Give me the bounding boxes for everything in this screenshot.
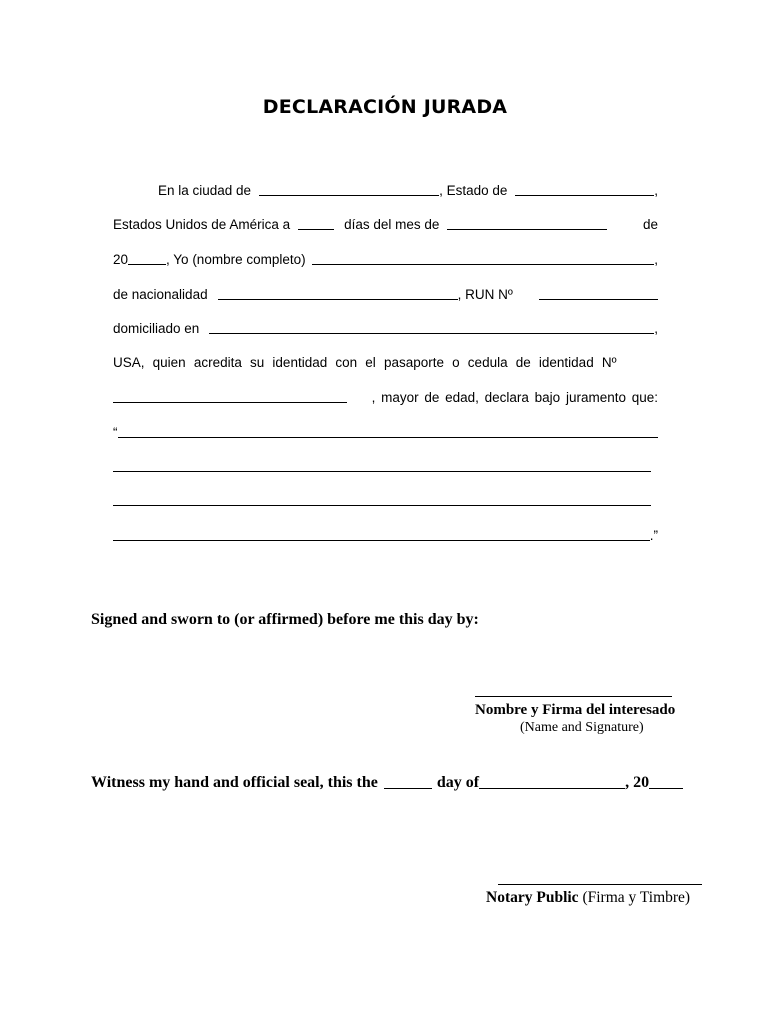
blank-city[interactable] (259, 180, 439, 196)
blank-id-number[interactable] (113, 387, 347, 403)
blank-nationality[interactable] (218, 284, 458, 300)
witness-line (91, 774, 683, 792)
witness-day-of: day of (436, 774, 480, 791)
line-statement-2 (113, 454, 651, 474)
label-country: Estados Unidos de América a (113, 217, 291, 232)
blank-statement-1[interactable] (118, 422, 659, 438)
blank-statement-2[interactable] (113, 456, 651, 472)
signature-label: Nombre y Firma del interesado (475, 702, 676, 718)
witness-text: Witness my hand and official seal, this the (91, 774, 378, 791)
signed-statement: Signed and sworn to (or affirmed) before me this day by: (91, 611, 479, 628)
comma: , (654, 252, 658, 267)
label-state: , Estado de (439, 183, 508, 198)
label-nationality: de nacionalidad (113, 287, 208, 302)
line-address (113, 316, 658, 336)
label-identity: USA, quien acredita su identidad con el pasaporte o cedula de identidad Nº (113, 355, 617, 370)
line-year-name (113, 247, 658, 267)
witness-year: , 20 (625, 774, 650, 791)
blank-state-fill[interactable] (515, 180, 654, 196)
blank-statement-3[interactable] (113, 490, 651, 506)
blank-address[interactable] (209, 318, 654, 334)
label-city: En la ciudad de (158, 183, 252, 198)
label-address: domiciliado en (113, 321, 200, 336)
label-year-prefix: 20 (113, 252, 129, 267)
blank-month[interactable] (447, 214, 607, 230)
line-country-day-month (113, 212, 658, 232)
line-nationality-run (113, 282, 658, 302)
notary-rest: (Firma y Timbre) (578, 889, 691, 906)
signature-line[interactable] (475, 696, 672, 697)
label-oath: , mayor de edad, declara bajo juramento que: (371, 390, 658, 405)
label-run: , RUN Nº (457, 287, 513, 302)
blank-full-name[interactable] (312, 249, 655, 265)
label-de: de (642, 217, 658, 232)
comma: , (654, 183, 658, 198)
line-statement-4 (113, 523, 658, 543)
notary-signature-line[interactable] (498, 884, 702, 885)
blank-statement-4[interactable] (113, 525, 650, 541)
blank-witness-year[interactable] (649, 776, 683, 789)
blank-run[interactable] (539, 284, 658, 300)
line-city-state (113, 178, 658, 198)
blank-witness-day[interactable] (384, 776, 432, 789)
blank-day[interactable] (298, 214, 334, 230)
notary-label (486, 889, 690, 907)
comma: , (654, 321, 658, 336)
line-statement-3 (113, 488, 651, 508)
open-quote: “ (113, 425, 118, 440)
blank-witness-month[interactable] (479, 776, 625, 789)
notary-public: Notary Public (486, 889, 579, 906)
line-identity (113, 350, 658, 370)
line-id-number-oath (113, 385, 658, 405)
signature-sublabel: (Name and Signature) (520, 720, 644, 735)
blank-year[interactable] (128, 249, 166, 265)
line-statement-1 (113, 420, 658, 440)
label-full-name: , Yo (nombre completo) (166, 252, 306, 267)
document-title: DECLARACIÓN JURADA (262, 96, 508, 118)
close-quote: .” (649, 528, 658, 543)
label-month: días del mes de (344, 217, 440, 232)
